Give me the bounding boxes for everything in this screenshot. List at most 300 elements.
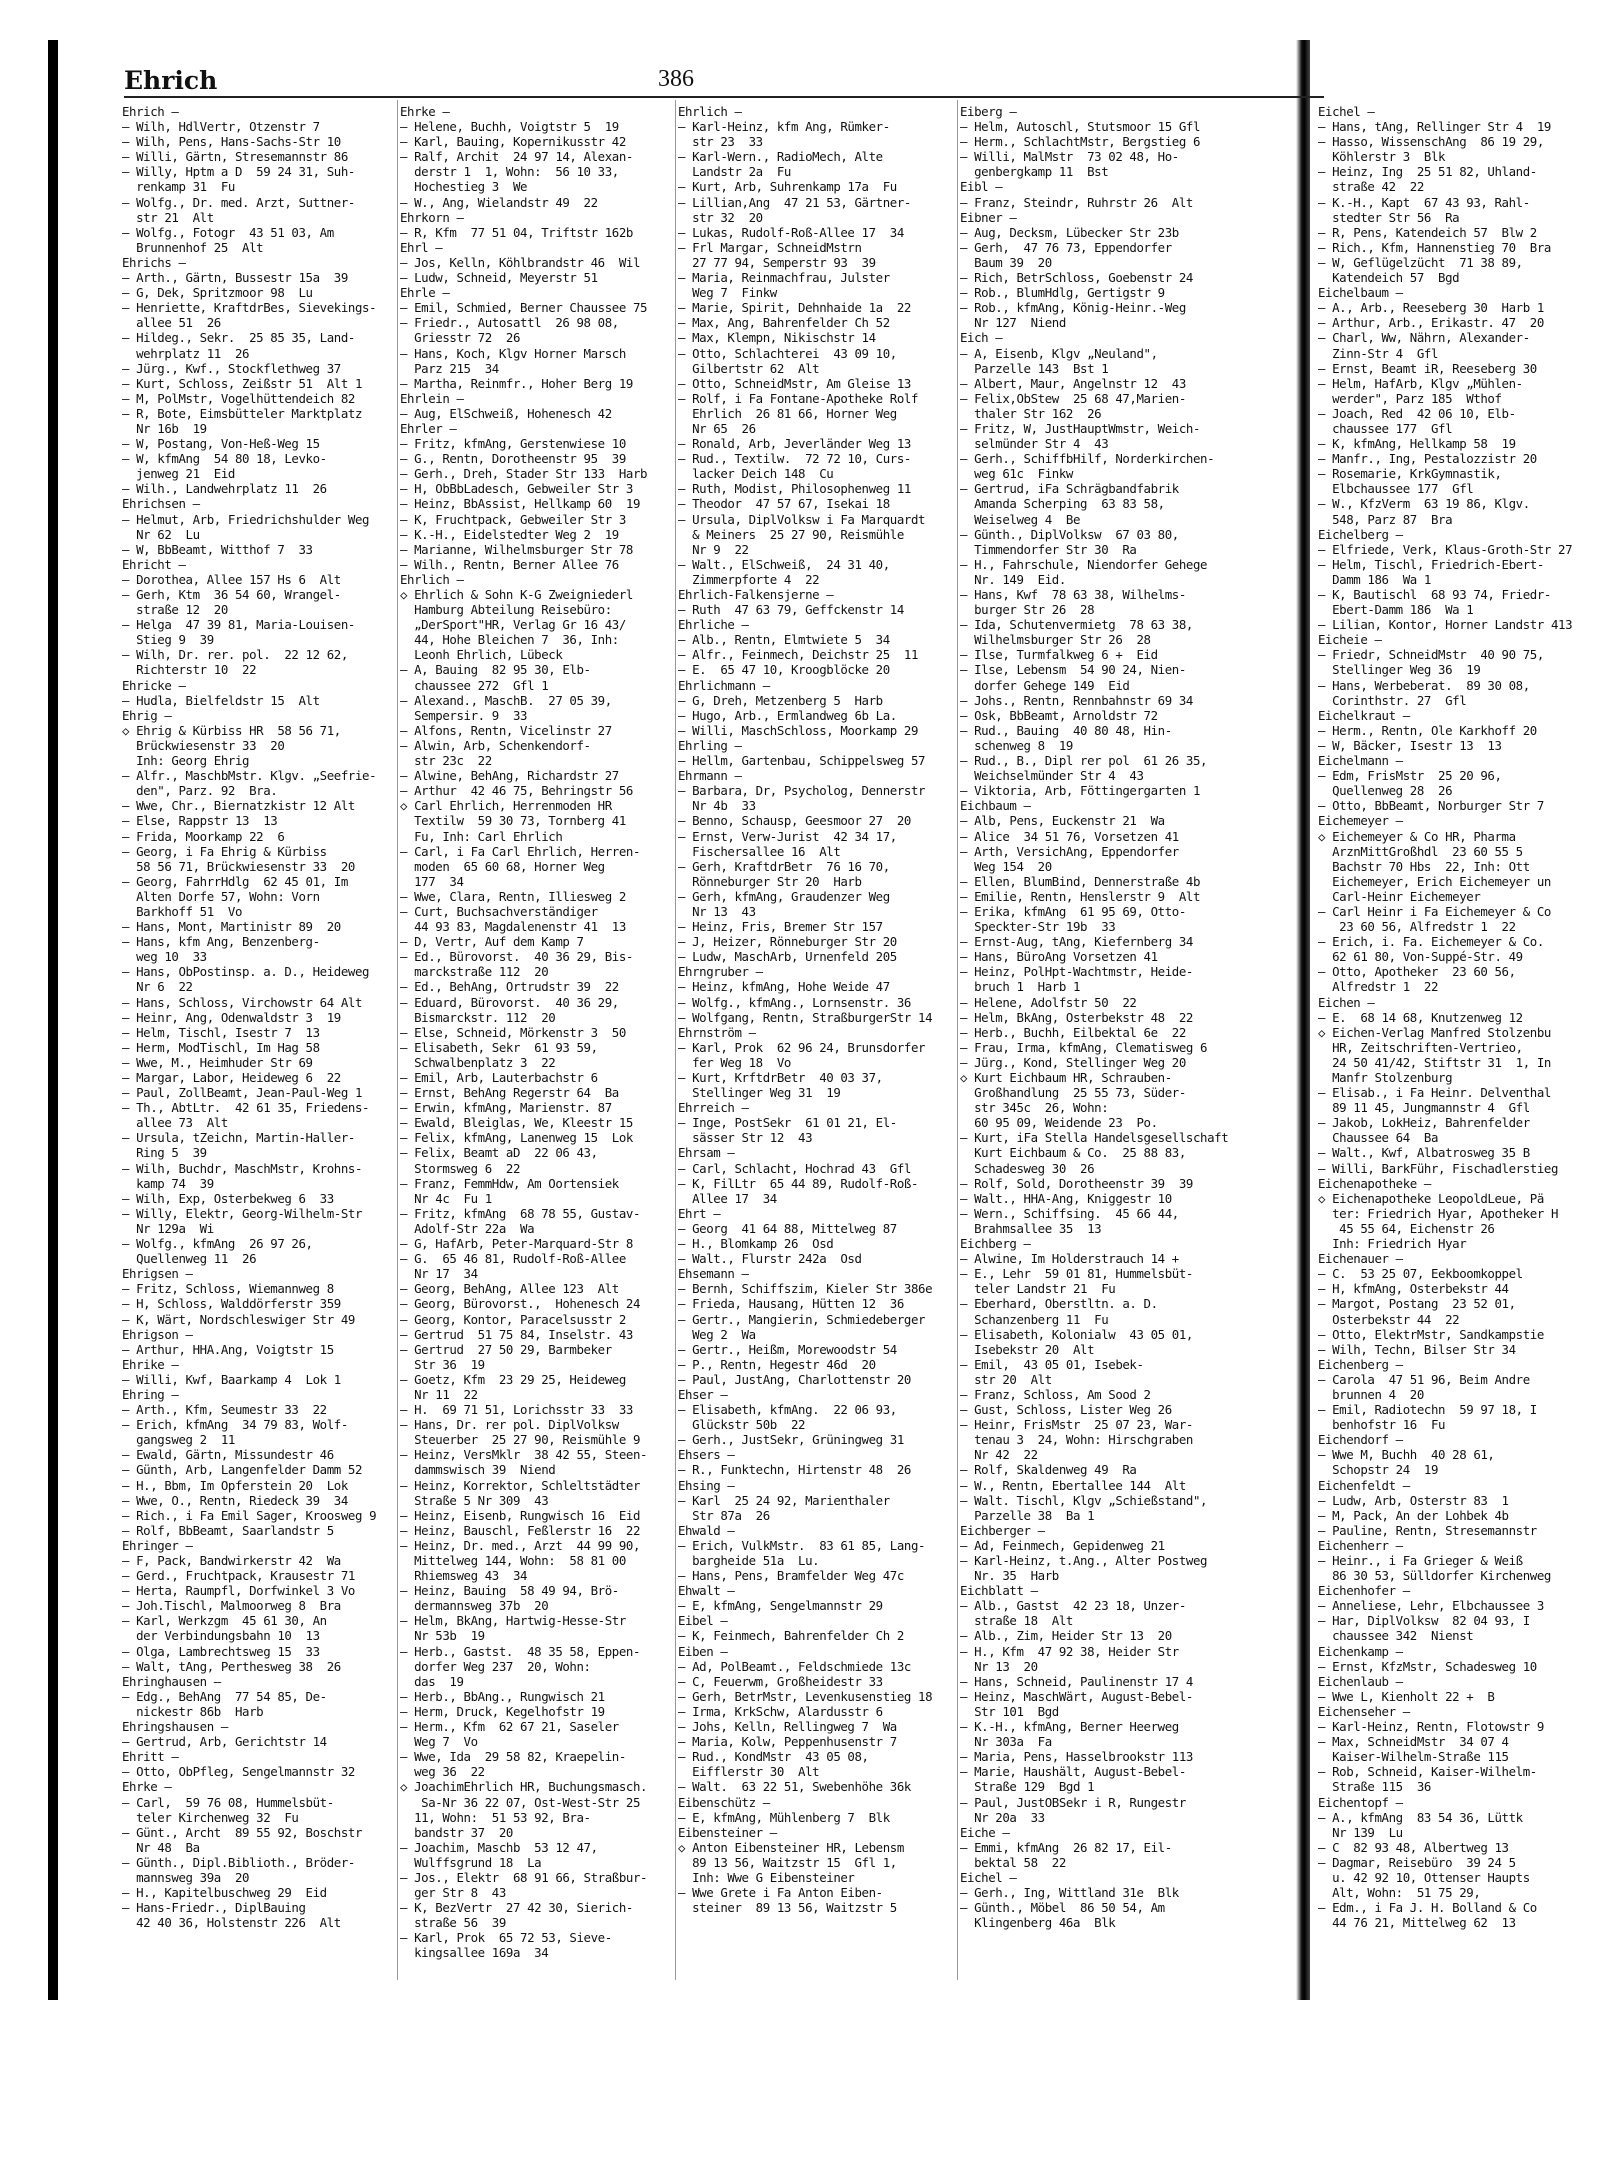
directory-entry-line: — Ida, Schutenvermietg 78 63 38, (960, 617, 1193, 633)
directory-entry-line: straße 42 22 (1318, 179, 1424, 195)
directory-entry-line: — Rob., BlumHdlg, Gertigstr 9 (960, 285, 1165, 301)
directory-entry-line: — Wilh, Pens, Hans-Sachs-Str 10 (122, 134, 341, 150)
directory-entry-line: Eichberg — (960, 1236, 1031, 1252)
directory-entry-line: — Wilh., Rentn, Berner Allee 76 (400, 556, 619, 572)
directory-entry-line: tenau 3 24, Wohn: Hirschgraben (960, 1432, 1193, 1448)
directory-entry-line: — Walt., Kwf, Albatrosweg 35 B (1318, 1145, 1530, 1161)
directory-entry-line: — Herm, Druck, Kegelhofstr 19 (400, 1703, 605, 1719)
directory-entry-line: — Emil, 43 05 01, Isebek- (960, 1356, 1144, 1372)
directory-entry-line: — Georg, Bürovorst., Hohenesch 24 (400, 1296, 641, 1312)
directory-entry-line: Brunnenhof 25 Alt (122, 239, 264, 255)
directory-entry-line: — Hans, kfm Ang, Benzenberg- (122, 934, 320, 950)
directory-entry-line: ◇ JoachimEhrlich HR, Buchungsmasch. (400, 1779, 648, 1795)
directory-entry-line: — Hasso, WissenschAng 86 19 29, (1318, 134, 1544, 150)
directory-entry-line: — Gertrud 27 50 29, Barmbeker (400, 1341, 612, 1357)
directory-entry-line: — H., Fahrschule, Niendorfer Gehege (960, 556, 1208, 572)
directory-entry-line: — Heinz, MaschWärt, August-Bebel- (960, 1688, 1193, 1704)
directory-entry-line: — Georg, FahrrHdlg 62 45 01, Im (122, 873, 348, 889)
directory-entry-line: — Alb, Pens, Euckenstr 21 Wa (960, 813, 1165, 829)
directory-entry-line: bargheide 51a Lu. (678, 1553, 820, 1568)
directory-entry-line: Nr 4c Fu 1 (400, 1190, 492, 1206)
directory-entry-line: steiner 89 13 56, Waitzstr 5 (678, 1900, 897, 1916)
directory-entry-line: — Maria, Reinmachfrau, Julster (678, 270, 890, 286)
directory-entry-line: — Frida, Moorkamp 22 6 (122, 828, 285, 844)
directory-entry-line: Eichel — (1318, 104, 1375, 119)
directory-entry-line: Straße 5 Nr 309 43 (400, 1492, 549, 1508)
directory-entry-line: 548, Parz 87 Bra (1318, 511, 1453, 527)
directory-entry-line: — Erich, kfmAng 34 79 83, Wolf- (122, 1417, 348, 1433)
directory-entry-line: — Emmi, kfmAng 26 82 17, Eil- (960, 1839, 1172, 1855)
directory-entry-line: — Emil, Arb, Lauterbachstr 6 (400, 1070, 598, 1085)
directory-entry-line: — Walt., HHA-Ang, Kniggestr 10 (960, 1190, 1172, 1206)
directory-entry-line: — Franz, Schloss, Am Sood 2 (960, 1386, 1151, 1402)
directory-entry-line: — Ralf, Archit 24 97 14, Alexan- (400, 149, 633, 165)
directory-entry-line: Eibenschütz — (678, 1794, 770, 1810)
directory-entry-line: — Wilh, HdlVertr, Otzenstr 7 (122, 119, 320, 135)
directory-entry-line: — Johs., Rentn, Rennbahnstr 69 34 (960, 692, 1193, 708)
directory-entry-line: Ehrmann — (678, 768, 742, 784)
directory-entry-line: Nr 62 Lu (122, 526, 200, 542)
directory-entry-line: — Heinz, BbAssist, Hellkamp 60 19 (400, 496, 641, 512)
directory-entry-line: — R, Bote, Eimsbütteler Marktplatz (122, 405, 363, 421)
directory-entry-line: Gilbertstr 62 Alt (678, 360, 820, 376)
directory-entry-line: — Wilh, Buchdr, MaschMstr, Krohns- (122, 1160, 363, 1176)
directory-entry-line: — Elisabeth, Sekr 61 93 59, (400, 1039, 598, 1055)
directory-entry-line: burger Str 26 28 (960, 602, 1095, 618)
directory-entry-line: Kaiser-Wilhelm-Straße 115 (1318, 1749, 1509, 1765)
directory-entry-line: — A., kfmAng 83 54 36, Lüttk (1318, 1809, 1523, 1825)
directory-entry-line: Inh: Georg Ehrig (122, 753, 250, 769)
directory-entry-line: — Franz, Steindr, Ruhrstr 26 Alt (960, 194, 1193, 210)
directory-entry-line: — Ad, PolBeamt., Feldschmiede 13c (678, 1658, 911, 1674)
directory-entry-line: — Gerh, 47 76 73, Eppendorfer (960, 239, 1172, 255)
directory-entry-line: Wilhelmsburger Str 26 28 (960, 632, 1151, 648)
directory-entry-line: — Willi, Kwf, Baarkamp 4 Lok 1 (122, 1371, 341, 1387)
directory-entry-line: — Felix, kfmAng, Lanenweg 15 Lok (400, 1130, 633, 1146)
directory-entry-line: Nr 16b 19 (122, 420, 207, 436)
directory-entry-line: — Kurt, KrftdrBetr 40 03 37, (678, 1070, 883, 1085)
directory-entry-line: — Jos, Kelln, Köhlbrandstr 46 Wil (400, 254, 641, 270)
directory-entry-line: Nr 127 Niend (960, 315, 1066, 331)
directory-entry-line: — Dorothea, Allee 157 Hs 6 Alt (122, 571, 341, 587)
directory-entry-line: — Rich., i Fa Emil Sager, Kroosweg 9 (122, 1507, 377, 1523)
directory-entry-line: Ring 5 39 (122, 1145, 207, 1161)
directory-entry-line: — Ernst-Aug, tAng, Kiefernberg 34 (960, 934, 1193, 950)
directory-entry-line: Stieg 9 39 (122, 632, 214, 648)
directory-entry-line: — Max, Klempn, Nikischstr 14 (678, 330, 876, 346)
directory-entry-line: jenweg 21 Eid (122, 466, 235, 482)
directory-entry-line: bruch 1 Harb 1 (960, 979, 1081, 995)
directory-entry-line: — Wolfgang, Rentn, StraßburgerStr 14 (678, 1009, 933, 1025)
directory-entry-line: — R., Funktechn, Hirtenstr 48 26 (678, 1462, 911, 1478)
directory-entry-line: Ehricke — (122, 677, 186, 693)
directory-entry-line: Bismarckstr. 112 20 (400, 1009, 556, 1025)
directory-entry-line: — K, FilLtr 65 44 89, Rudolf-Roß- (678, 1175, 919, 1191)
directory-entry-line: — Felix,ObStew 25 68 47,Marien- (960, 390, 1186, 406)
directory-entry-line: chaussee 272 Gfl 1 (400, 677, 549, 693)
directory-entry-line: — Helga 47 39 81, Maria-Louisen- (122, 617, 355, 633)
directory-entry-line: moden 65 60 68, Horner Weg (400, 858, 605, 874)
directory-column-4 (960, 104, 1280, 1930)
directory-entry-line: — Georg 41 64 88, Mittelweg 87 (678, 1220, 897, 1236)
directory-entry-line: wehrplatz 11 26 (122, 345, 250, 361)
directory-entry-line: ◇ Anton Eibensteiner HR, Lebensm (678, 1839, 904, 1855)
directory-entry-line: — Herb., Gastst. 48 35 58, Eppen- (400, 1643, 641, 1659)
directory-entry-line: Eichblatt — (960, 1583, 1038, 1599)
directory-entry-line: — Hans, Schloss, Virchowstr 64 Alt (122, 994, 363, 1010)
directory-entry-line: allee 73 Alt (122, 1115, 228, 1131)
directory-entry-line: Ehrke — (122, 1779, 172, 1795)
directory-entry-line: — Kurt, Arb, Suhrenkamp 17a Fu (678, 179, 897, 195)
directory-entry-line: str 23 33 (678, 134, 763, 150)
directory-entry-line: — Alwin, Arb, Schenkendorf- (400, 737, 591, 753)
directory-entry-line: — Rolf, Sold, Dorotheenstr 39 39 (960, 1175, 1193, 1191)
directory-entry-line: der Verbindungsbahn 10 13 (122, 1628, 320, 1644)
directory-entry-line: — Walt. 63 22 51, Swebenhöhe 36k (678, 1779, 911, 1795)
directory-entry-line: — Rich., Kfm, Hannenstieg 70 Bra (1318, 239, 1551, 255)
directory-entry-line: — Felix, Beamt aD 22 06 43, (400, 1145, 598, 1161)
directory-column-5 (1318, 104, 1600, 1930)
directory-entry-line: — Har, DiplVolksw 82 04 93, I (1318, 1613, 1530, 1629)
directory-entry-line: — Ed., Bürovorst. 40 36 29, Bis- (400, 949, 633, 965)
directory-entry-line: — Heinz, Ing 25 51 82, Uhland- (1318, 164, 1537, 180)
directory-entry-line: Eichelberg — (1318, 526, 1403, 542)
directory-entry-line: — Ruth 47 63 79, Geffckenstr 14 (678, 602, 904, 618)
directory-entry-line: Griesstr 72 26 (400, 330, 521, 346)
directory-entry-line: — Bernh, Schiffszim, Kieler Str 386e (678, 1281, 933, 1297)
directory-entry-line: Eichenfeldt — (1318, 1477, 1410, 1493)
directory-entry-line: Isebekstr 20 Alt (960, 1341, 1095, 1357)
directory-entry-line: Hochestieg 3 We (400, 179, 528, 195)
directory-entry-line: — Theodor 47 57 67, Isekai 18 (678, 496, 890, 512)
directory-entry-line: — Hans, Dr. rer pol. DiplVolksw (400, 1417, 619, 1433)
directory-entry-line: — Gust, Schloss, Lister Weg 26 (960, 1402, 1172, 1418)
directory-entry-line: Nr 65 26 (678, 420, 756, 436)
directory-entry-line: 44, Hohe Bleichen 7 36, Inh: (400, 632, 619, 648)
directory-entry-line: — Max, Ang, Bahrenfelder Ch 52 (678, 315, 890, 331)
directory-entry-line: — Hans, Mont, Martinistr 89 20 (122, 919, 341, 935)
directory-entry-line: teler Kirchenweg 32 Fu (122, 1809, 299, 1825)
directory-entry-line: — Heinz, Korrektor, Schleltstädter (400, 1477, 641, 1493)
directory-entry-line: — Edg., BehAng 77 54 85, De- (122, 1688, 327, 1704)
directory-entry-line: 11, Wohn: 51 53 92, Bra- (400, 1809, 591, 1825)
directory-entry-line: — Walt, tAng, Perthesweg 38 26 (122, 1658, 341, 1674)
directory-entry-line: str 23c 22 (400, 753, 492, 769)
directory-entry-line: — Otto, Schlachterei 43 09 10, (678, 345, 897, 361)
directory-entry-line: — K, Wärt, Nordschleswiger Str 49 (122, 1311, 355, 1327)
directory-entry-line: Ebert-Damm 186 Wa 1 (1318, 602, 1474, 618)
directory-entry-line: marckstraße 112 20 (400, 964, 549, 980)
directory-entry-line: — Fritz, W, JustHauptWmstr, Weich- (960, 420, 1201, 436)
directory-entry-line: Weichselmünder Str 4 43 (960, 768, 1144, 784)
directory-entry-line: Ehrichs — (122, 254, 186, 270)
directory-entry-line: — A, Bauing 82 95 30, Elb- (400, 662, 591, 678)
directory-entry-line: — Gertrud 51 75 84, Inselstr. 43 (400, 1326, 633, 1342)
directory-entry-line: Ehrling — (678, 737, 742, 753)
directory-entry-line: Eichemeyer — (1318, 813, 1403, 829)
directory-entry-line: Ehrlich-Falkensjerne — (678, 587, 834, 602)
directory-entry-line: — Paul, ZollBeamt, Jean-Paul-Weg 1 (122, 1085, 363, 1101)
directory-entry-line: — Dagmar, Reisebüro 39 24 5 (1318, 1854, 1516, 1870)
directory-entry-line: Eichenkamp — (1318, 1643, 1403, 1659)
directory-entry-line: — Heinz, Bauschl, Feßlerstr 16 22 (400, 1522, 641, 1538)
directory-entry-line: — Frau, Irma, kfmAng, Clematisweg 6 (960, 1039, 1208, 1055)
directory-entry-line: — H. 69 71 51, Lorichsstr 33 33 (400, 1402, 633, 1418)
directory-entry-line: Ehrlich — (400, 571, 464, 587)
directory-entry-line: Eichemeyer, Erich Eichemeyer un (1318, 873, 1551, 889)
directory-entry-line: — Carl, i Fa Carl Ehrlich, Herren- (400, 843, 641, 859)
directory-entry-line: — Walt., Flurstr 242a Osd (678, 1251, 862, 1267)
directory-entry-line: — Otto, BbBeamt, Norburger Str 7 (1318, 798, 1544, 814)
directory-entry-line: — K.-H., Eidelstedter Weg 2 19 (400, 526, 619, 542)
directory-entry-line: — Hudla, Bielfeldstr 15 Alt (122, 692, 320, 708)
directory-entry-line: sässer Str 12 43 (678, 1130, 813, 1146)
directory-entry-line: — Wwe, O., Rentn, Riedeck 39 34 (122, 1492, 348, 1508)
directory-entry-line: — Hans, Schneid, Paulinenstr 17 4 (960, 1673, 1193, 1689)
directory-entry-line: — Heinz, Eisenb, Rungwisch 16 Eid (400, 1507, 641, 1523)
directory-entry-line: Ehrke — (400, 104, 450, 119)
directory-entry-line: — Ewald, Gärtn, Missundestr 46 (122, 1447, 334, 1463)
directory-entry-line: Ehrich — (122, 104, 179, 119)
directory-entry-line: Eibner — (960, 209, 1017, 225)
directory-entry-line: — Arth., Gärtn, Bussestr 15a 39 (122, 270, 348, 286)
directory-entry-line: — Otto, SchneidMstr, Am Gleise 13 (678, 375, 911, 391)
directory-entry-line: Adolf-Str 22a Wa (400, 1220, 535, 1236)
directory-entry-line: — W, kfmAng 54 80 18, Levko- (122, 451, 327, 467)
directory-entry-line: Ehringhausen — (122, 1673, 221, 1689)
directory-entry-line: — A, Eisenb, Klgv „Neuland", (960, 345, 1158, 361)
directory-entry-line: — H, ObBbLadesch, Gebweiler Str 3 (400, 481, 633, 497)
directory-entry-line: 44 76 21, Mittelweg 62 13 (1318, 1915, 1516, 1931)
directory-entry-line: Inh: Friedrich Hyar (1318, 1236, 1467, 1252)
directory-entry-line: — Ruth, Modist, Philosophenweg 11 (678, 481, 911, 497)
page-header (58, 62, 1288, 98)
directory-entry-line: 27 77 94, Semperstr 93 39 (678, 254, 876, 270)
directory-entry-line: 89 11 45, Jungmannstr 4 Gfl (1318, 1100, 1530, 1116)
directory-entry-line: Ehwald — (678, 1522, 735, 1538)
directory-entry-line: — P., Rentn, Hegestr 46d 20 (678, 1356, 876, 1372)
directory-entry-line: straße 12 20 (122, 602, 228, 618)
directory-entry-line: 89 13 56, Waitzstr 15 Gfl 1, (678, 1854, 897, 1870)
directory-entry-line: — W., Rentn, Ebertallee 144 Alt (960, 1477, 1186, 1493)
directory-entry-line: — Johs, Kelln, Rellingweg 7 Wa (678, 1719, 897, 1735)
directory-entry-line: — Wern., Schiffsing. 45 66 44, (960, 1205, 1179, 1221)
directory-entry-line: — Karl, Werkzgm 45 61 30, An (122, 1613, 327, 1629)
directory-entry-line: — Rosemarie, KrkGymnastik, (1318, 466, 1502, 482)
directory-entry-line: — Helm, BkAng, Hartwig-Hesse-Str (400, 1613, 626, 1629)
directory-entry-line: — Herta, Raumpfl, Dorfwinkel 3 Vo (122, 1583, 355, 1599)
directory-entry-line: — Karl, Bauing, Kopernikusstr 42 (400, 134, 626, 150)
directory-entry-line: dammswisch 39 Niend (400, 1462, 556, 1478)
directory-entry-line: Elbchaussee 177 Gfl (1318, 481, 1474, 497)
directory-entry-line: Manfr Stolzenburg (1318, 1070, 1453, 1085)
directory-column-1 (122, 104, 396, 1930)
directory-entry-line: — H, Schloss, Walddörferstr 359 (122, 1296, 341, 1312)
directory-entry-line: Nr 11 22 (400, 1386, 478, 1402)
directory-entry-line: Eichelmann — (1318, 753, 1403, 769)
directory-entry-line: straße 56 39 (400, 1915, 506, 1931)
directory-entry-line: — C 82 93 48, Albertweg 13 (1318, 1839, 1509, 1855)
directory-entry-line: — Edm., i Fa J. H. Bolland & Co (1318, 1900, 1537, 1916)
directory-entry-line: den", Parz. 92 Bra. (122, 783, 278, 799)
directory-entry-line: — Goetz, Kfm 23 29 25, Heideweg (400, 1371, 626, 1387)
directory-entry-line: Nr. 149 Eid. (960, 571, 1066, 587)
directory-entry-line: — Jürg., Kond, Stellinger Weg 20 (960, 1054, 1186, 1070)
directory-entry-line: — Günth., Dipl.Biblioth., Bröder- (122, 1854, 355, 1870)
directory-entry-line: Ehrkorn — (400, 209, 464, 225)
directory-entry-line: — Erwin, kfmAng, Marienstr. 87 (400, 1100, 612, 1116)
directory-entry-line: — Joach, Red 42 06 10, Elb- (1318, 405, 1516, 421)
directory-entry-line: — K, BezVertr 27 42 30, Sierich- (400, 1900, 633, 1916)
directory-entry-line: — W, Postang, Von-Heß-Weg 15 (122, 436, 320, 452)
directory-entry-line: Eichenauer — (1318, 1251, 1403, 1267)
directory-entry-line: Straße 129 Bgd 1 (960, 1779, 1095, 1795)
directory-entry-line: Eichelkraut — (1318, 707, 1410, 723)
directory-entry-line: — K, Feinmech, Bahrenfelder Ch 2 (678, 1628, 904, 1644)
directory-entry-line: — Heinz, kfmAng, Hohe Weide 47 (678, 979, 890, 995)
directory-entry-line: — Karl, Prok 62 96 24, Brunsdorfer (678, 1039, 926, 1055)
directory-entry-line: Nr 129a Wi (122, 1220, 214, 1236)
directory-entry-line: Köhlerstr 3 Blk (1318, 149, 1446, 165)
directory-entry-line: — E., Lehr 59 01 81, Hummelsbüt- (960, 1266, 1193, 1282)
directory-entry-line: Ehrichsen — (122, 496, 200, 512)
directory-entry-line: — Elisab., i Fa Heinr. Delventhal (1318, 1085, 1559, 1101)
directory-entry-line: ◇ Ehrig & Kürbiss HR 58 56 71, (122, 722, 341, 738)
directory-entry-line: HR, Zeitschriften-Vertrieo, (1318, 1039, 1530, 1055)
directory-entry-line: Landstr 2a Fu (678, 164, 791, 180)
directory-entry-line: — F, Pack, Bandwirkerstr 42 Wa (122, 1553, 341, 1568)
directory-entry-line: — H., Kfm 47 92 38, Heider Str (960, 1643, 1179, 1659)
directory-entry-line: — Günth., DiplVolksw 67 03 80, (960, 526, 1179, 542)
directory-entry-line: Nr 303a Fa (960, 1734, 1052, 1750)
directory-entry-line: Alten Dorfe 57, Wohn: Vorn (122, 888, 320, 904)
directory-entry-line: — Ernst, KfzMstr, Schadesweg 10 (1318, 1658, 1537, 1674)
directory-entry-line: — Willi, MalMstr 73 02 48, Ho- (960, 149, 1179, 165)
directory-entry-line: Ehwalt — (678, 1583, 735, 1599)
directory-entry-line: Straße 115 36 (1318, 1779, 1431, 1795)
directory-entry-line: Großhandlung 25 55 73, Süder- (960, 1085, 1186, 1101)
directory-entry-line: Eibl — (960, 179, 1003, 195)
directory-entry-line: — Günth, Arb, Langenfelder Damm 52 (122, 1462, 363, 1478)
directory-entry-line: — Carola 47 51 96, Beim Andre (1318, 1371, 1530, 1387)
directory-entry-line: — Elisabeth, Kolonialw 43 05 01, (960, 1326, 1193, 1342)
directory-entry-line: Ehrliche — (678, 617, 749, 633)
directory-entry-line: — Walt., ElSchweiß, 24 31 40, (678, 556, 890, 572)
directory-entry-line: ◇ Carl Ehrlich, Herrenmoden HR (400, 798, 612, 814)
header-rule (124, 96, 1324, 98)
directory-entry-line: ArznMittGroßhdl 23 60 55 5 (1318, 843, 1523, 859)
directory-entry-line: — Arth, VersichAng, Eppendorfer (960, 843, 1179, 859)
directory-entry-line: Ehrike — (122, 1356, 179, 1372)
directory-entry-line: — Ludw, MaschArb, Urnenfeld 205 (678, 949, 897, 965)
directory-entry-line: — Hildeg., Sekr. 25 85 35, Land- (122, 330, 355, 346)
directory-entry-line: — Wwe L, Kienholt 22 + B (1318, 1688, 1495, 1704)
directory-entry-line: 24 50 41/42, Stiftstr 31 1, In (1318, 1054, 1551, 1070)
directory-entry-line: — Wwe, M., Heimhuder Str 69 (122, 1054, 313, 1070)
directory-entry-line: Nr 20a 33 (960, 1809, 1045, 1825)
directory-column-2 (400, 104, 672, 1961)
directory-entry-line: — Wilh., Landwehrplatz 11 26 (122, 481, 327, 497)
directory-entry-line: Allee 17 34 (678, 1190, 777, 1206)
directory-entry-line: — Helm, BkAng, Osterbekstr 48 22 (960, 1009, 1193, 1025)
directory-entry-line: weg 10 33 (122, 949, 207, 965)
directory-entry-line: Richterstr 10 22 (122, 662, 257, 678)
directory-entry-line: — Wwe M, Buchh 40 28 61, (1318, 1447, 1495, 1463)
directory-entry-line: str 32 20 (678, 209, 763, 225)
directory-entry-line: — Edm, FrisMstr 25 20 96, (1318, 768, 1502, 784)
directory-entry-line: Nr 13 43 (678, 903, 756, 919)
directory-entry-line: u. 42 92 10, Ottenser Haupts (1318, 1869, 1530, 1885)
directory-entry-line: dorfer Gehege 149 Eid (960, 677, 1130, 693)
directory-entry-line: Weiselweg 4 Be (960, 511, 1081, 527)
directory-entry-line: — Arth., Kfm, Seumestr 33 22 (122, 1402, 327, 1418)
directory-entry-line: Nr 9 22 (678, 541, 749, 557)
directory-entry-line: Eibensteiner — (678, 1824, 777, 1840)
directory-entry-line: — Jakob, LokHeiz, Bahrenfelder (1318, 1115, 1530, 1131)
directory-entry-line: Ehsing — (678, 1477, 735, 1493)
directory-entry-line: — Wolfg., kfmAng 26 97 26, (122, 1236, 313, 1252)
directory-entry-line: Bachstr 70 Hbs 22, Inh: Ott (1318, 858, 1530, 874)
directory-entry-line: Eichentopf — (1318, 1794, 1403, 1810)
directory-entry-line: Barkhoff 51 Vo (122, 903, 243, 919)
directory-entry-line: — Herb., BbAng., Rungwisch 21 (400, 1688, 605, 1704)
directory-entry-line: — Arthur, Arb., Erikastr. 47 20 (1318, 315, 1544, 331)
page-gutter (1296, 40, 1310, 2000)
directory-entry-line: — Rud., KondMstr 43 05 08, (678, 1749, 869, 1765)
binding-edge (48, 40, 58, 2000)
directory-entry-line: Eichenherr — (1318, 1537, 1403, 1553)
directory-entry-line: — Eduard, Bürovorst. 40 36 29, (400, 994, 619, 1010)
directory-entry-line: — Osk, BbBeamt, Arnoldstr 72 (960, 707, 1158, 723)
directory-entry-line: & Meiners 25 27 90, Reismühle (678, 526, 904, 542)
directory-entry-line: Schanzenberg 11 Fu (960, 1311, 1109, 1327)
directory-entry-line: 58 56 71, Brückwiesenstr 33 20 (122, 858, 355, 874)
directory-entry-line: — Arthur, HHA.Ang, Voigtstr 15 (122, 1341, 334, 1357)
directory-entry-line: Alfredstr 1 22 (1318, 979, 1439, 995)
directory-entry-line: Katendeich 57 Bgd (1318, 270, 1460, 286)
directory-entry-line: Ehser — (678, 1386, 728, 1402)
directory-entry-line: — E. 68 14 68, Knutzenweg 12 (1318, 1009, 1523, 1025)
directory-entry-line: — C, Feuerwm, Großheidestr 33 (678, 1673, 883, 1689)
directory-entry-line: Alt, Wohn: 51 75 29, (1318, 1885, 1481, 1901)
directory-entry-line: — Manfr., Ing, Pestalozzistr 20 (1318, 451, 1537, 467)
directory-entry-line: — W, Geflügelzücht 71 38 89, (1318, 254, 1523, 270)
directory-entry-line: Ehringer — (122, 1537, 193, 1553)
directory-entry-line: — Heinz, Dr. med., Arzt 44 99 90, (400, 1537, 641, 1553)
directory-entry-line: — M, Pack, An der Lohbek 4b (1318, 1507, 1509, 1523)
directory-entry-line: — Herm., Kfm 62 67 21, Saseler (400, 1719, 619, 1735)
directory-entry-line: — Frl Margar, SchneidMstrn (678, 239, 869, 255)
directory-entry-line: — Eberhard, Oberstltn. a. D. (960, 1296, 1158, 1312)
directory-entry-line: — Wilh, Exp, Osterbekweg 6 33 (122, 1190, 334, 1206)
directory-entry-line: Eichelbaum — (1318, 285, 1403, 301)
directory-entry-line: — Gertrud, Arb, Gerichtstr 14 (122, 1734, 327, 1750)
directory-entry-line: — Ad, Feinmech, Gepidenweg 21 (960, 1537, 1165, 1553)
directory-entry-line: — Emilie, Rentn, Henslerstr 9 Alt (960, 888, 1201, 904)
directory-entry-line: — Otto, ObPfleg, Sengelmannstr 32 (122, 1764, 355, 1780)
directory-entry-line: — Otto, ElektrMstr, Sandkampstie (1318, 1326, 1544, 1342)
directory-entry-line: Eibel — (678, 1613, 728, 1629)
directory-entry-line: — Hans, Werbeberat. 89 30 08, (1318, 677, 1530, 693)
directory-entry-line: Ehrig — (122, 707, 172, 723)
directory-entry-line: Damm 186 Wa 1 (1318, 571, 1431, 587)
directory-entry-line: — Alwine, BehAng, Richardstr 27 (400, 768, 619, 784)
directory-entry-line: — Frieda, Hausang, Hütten 12 36 (678, 1296, 904, 1312)
directory-entry-line: — Charl, Ww, Nährn, Alexander- (1318, 330, 1530, 346)
directory-entry-line: — Karl, Prok 65 72 53, Sieve- (400, 1930, 612, 1946)
page-number: 386 (658, 66, 694, 92)
directory-entry-line: — G. 65 46 81, Rudolf-Roß-Allee (400, 1251, 626, 1267)
